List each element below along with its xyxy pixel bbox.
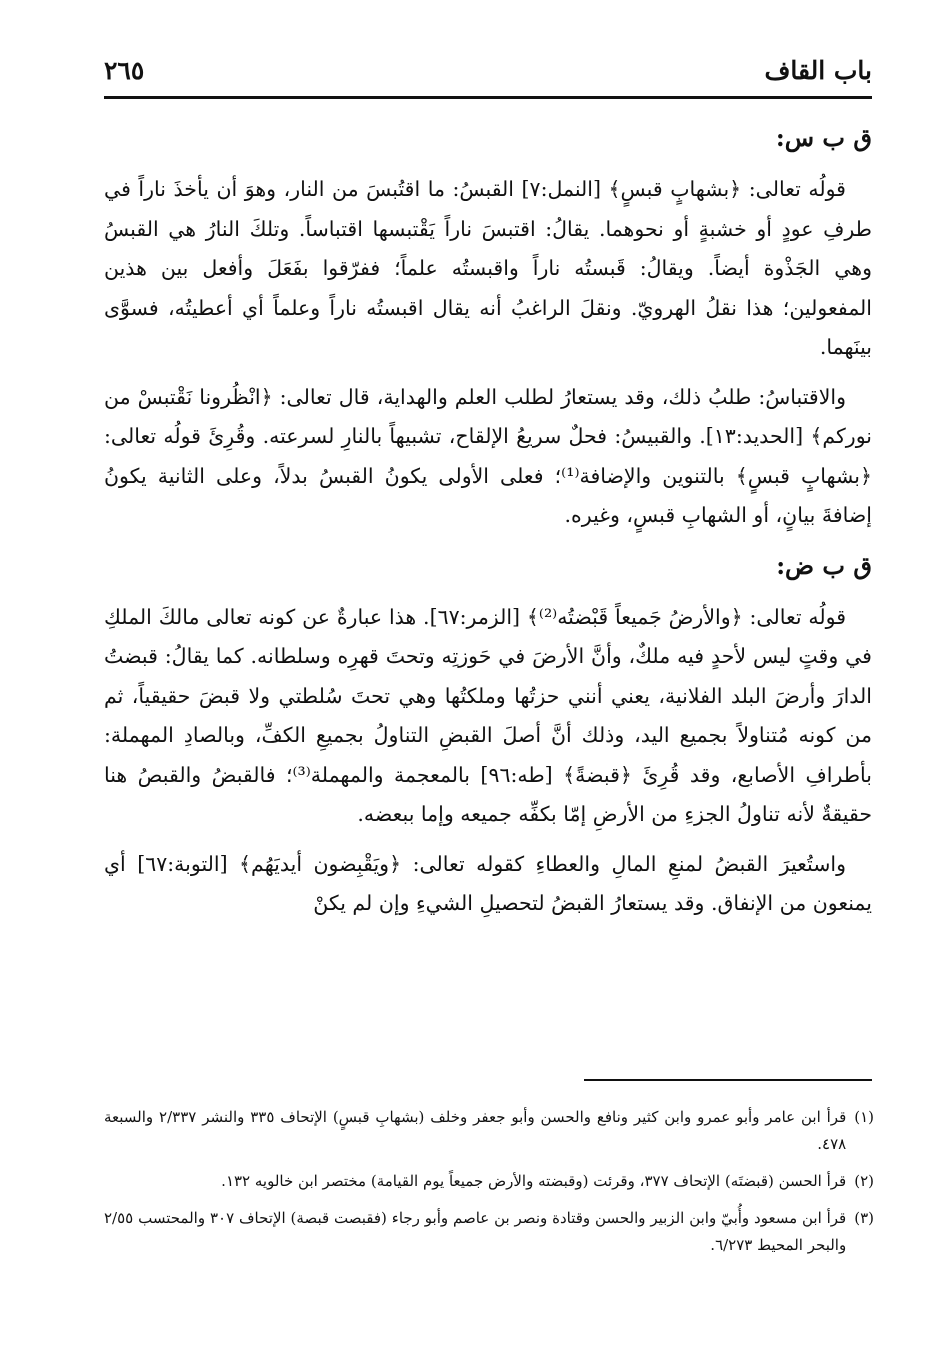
entry-qbs xyxy=(104,118,872,536)
entry-heading: ق ب س: xyxy=(775,123,872,152)
page-header xyxy=(104,52,872,88)
footnote xyxy=(104,1104,874,1158)
footnote-text: قرأ الحسن (قبضتَه) الإتحاف ٣٧٧، وقرئت (وقبضته والأرض جميعاً يوم القيامة) مختصر ابن خالويه ١٣٢. xyxy=(221,1172,847,1190)
footnote-number: (٢) xyxy=(854,1172,874,1190)
paragraph: قولُه تعالى: ﴿بشهابٍ قبسٍ﴾ [النمل:٧] القبسُ: ما اقتُبسَ من النار، وهوَ أن يأخذَ ناراً في طرفِ عودٍ أو خشبةٍ أو نحوهما. يقالُ: اقتبسَ ناراً يَقْتبسها اقتباساً. وتلكَ النارُ هي القبسُ وهي الجَذْوة أيضاً. ويقالُ: قَبستُه ناراً واقبستُه علماً؛ ففرّقوا بفَعَلَ وأفعل بين هذين المفعولين؛ هذا نقلُ الهرويّ. ونقلَ الراغبُ أنه يقال اقبستُه ناراً وعلماً أي أعطيتُه، فسوَّى بينَهما. xyxy=(104,177,872,359)
chapter-title: باب القاف xyxy=(764,55,872,85)
paragraph: قولُه تعالى: ﴿والأرضُ جَميعاً قَبْضتُه⁽²⁾﴾ [الزمر:٦٧]. هذا عبارةٌ عن كونه تعالى مالكَ الملكِ في وقتٍ ليس لأحدٍ فيه ملكٌ، وأنَّ الأرضَ في حَوزتِه وتحتَ قهرِه وسلطانه. كما يقالُ: قبضتُ الدارَ وأرضَ البلد الفلانية، يعني أنني حزتُها وملكتُها وهي تحتَ سُلطتي ولا قبضَ حقيقياً، ثم من كونه مُتناولاً بجميع اليد، وذلك أنَّ أصلَ القبضِ التناولُ بجميعِ الكفِّ، وبالصادِ المهملة: بأطرافِ الأصابع، وقد قُرِئَ ﴿قبضةً﴾ [طه:٩٦] بالمعجمة والمهملة⁽³⁾؛ فالقبضُ والقبصُ هنا حقيقةٌ لأنه تناولُ الجزءِ من الأرضِ إمّا بكفِّه جميعه وإما ببعضه. xyxy=(104,604,872,826)
footnote-number: (١) xyxy=(854,1108,874,1126)
footnote-text: قرأ ابن عامر وأبو عمرو وابن كثير ونافع والحسن وأبو جعفر وخلف (بشهابِ قبسٍ) الإتحاف ٣٣٥ والنشر ٢/٣٣٧ والسبعة ٤٧٨. xyxy=(104,1108,847,1153)
page-number: ٢٦٥ xyxy=(104,55,145,85)
footnote xyxy=(104,1168,874,1195)
paragraph: واستُعيرَ القبضُ لمنعِ المالِ والعطاءِ كقوله تعالى: ﴿ويَقْبِضون أيديَهُم﴾ [التوبة:٦٧] أي يمنعون من الإنفاق. وقد يستعارُ القبضُ لتحصيلِ الشيءِ وإن لم يكنْ xyxy=(104,851,872,915)
paragraph: والاقتباسُ: طلبُ ذلك، وقد يستعارُ لطلب العلم والهداية، قال تعالى: ﴿انْظُرونا نَقْتبسْ من نوركم﴾ [الحديد:١٣]. والقبيسُ: فحلٌ سريعُ الإلقاح، تشبيهاً بالنارِ لسرعته. وقُرِئَ قولُه تعالى: ﴿بشهابٍ قبسٍ﴾ بالتنوين والإضافة⁽¹⁾؛ فعلى الأولى يكونُ القبسُ بدلاً، وعلى الثانية يكونُ إضافةَ بيانٍ، أو الشهابِ قبسٍ، وغيره. xyxy=(104,384,873,527)
footnote xyxy=(104,1205,874,1259)
footnotes xyxy=(104,1104,874,1269)
main-text xyxy=(104,118,872,934)
entry-qbd xyxy=(104,546,872,924)
footnote-divider xyxy=(584,1079,872,1081)
footnote-text: قرأ ابن مسعود وأُبيّ وابن الزبير والحسن وقتادة ونصر بن عاصم وأبو رجاء (فقبصت قبصة) الإتحاف ٣٠٧ والمحتسب ٢/٥٥ والبحر المحيط ٦/٢٧٣. xyxy=(104,1209,847,1254)
footnote-number: (٣) xyxy=(854,1209,874,1227)
entry-heading: ق ب ض: xyxy=(776,550,872,580)
header-divider xyxy=(104,96,872,99)
